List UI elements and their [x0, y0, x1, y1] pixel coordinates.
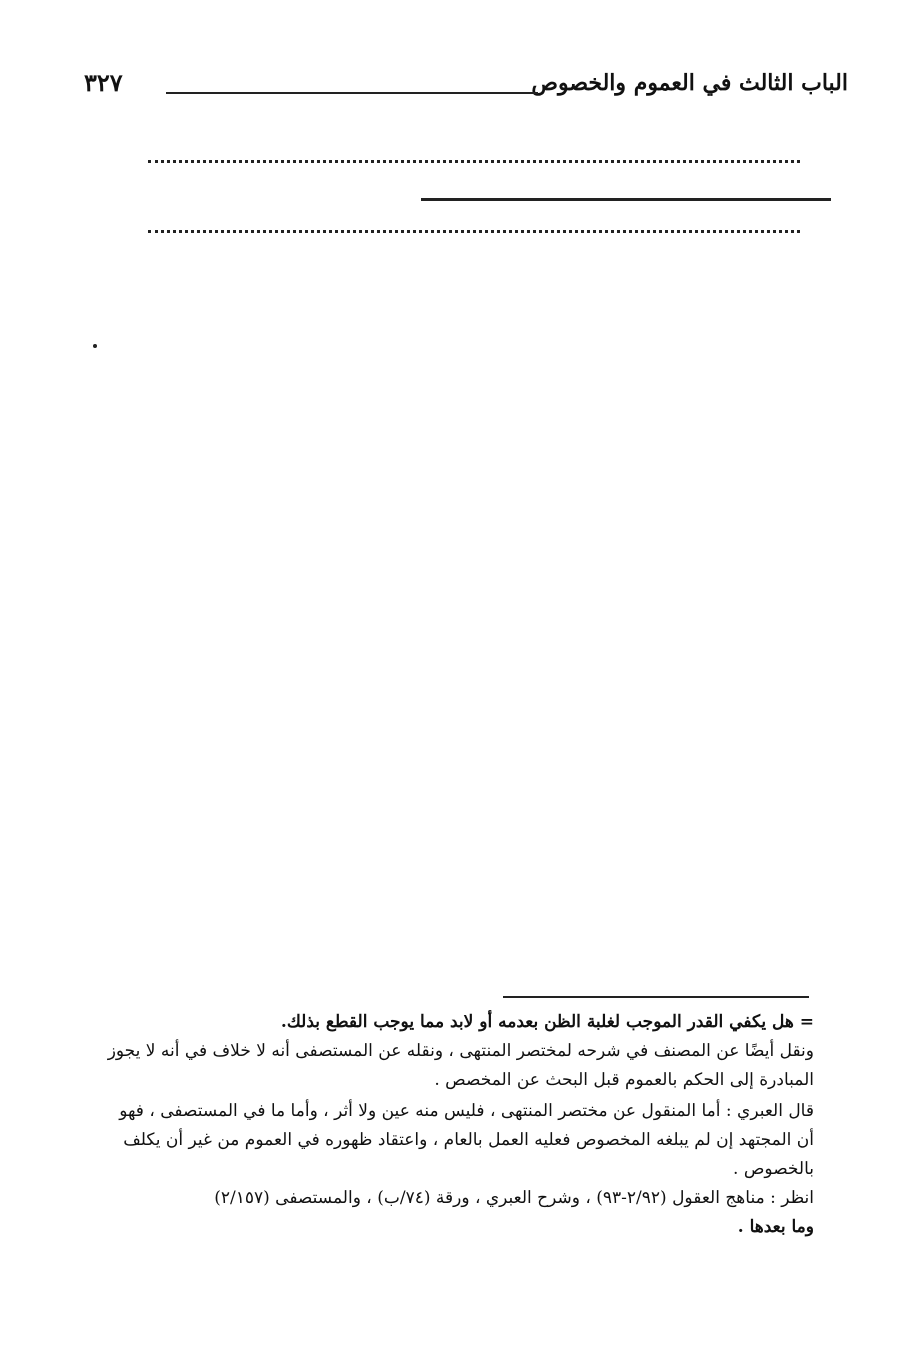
footnote-line: وما بعدها .: [737, 1217, 814, 1237]
stray-mark: [93, 344, 97, 348]
footnote-line: انظر : مناهج العقول (٢/٩٢-٩٣) ، وشرح العبري ، ورقة (٧٤/ب) ، والمستصفى (٢/١٥٧): [214, 1188, 814, 1208]
footnote-line: المبادرة إلى الحكم بالعموم قبل البحث عن المخصص .: [434, 1070, 814, 1090]
page-number: ٣٢٧: [84, 68, 123, 97]
section-separator-rule: [421, 198, 831, 201]
footnote-line: = هل يكفي القدر الموجب لغلبة الظن بعدمه أو لابد مما يوجب القطع بذلك.: [280, 1012, 814, 1032]
header-rule: [166, 92, 538, 94]
footnote-line: ونقل أيضًا عن المصنف في شرحه لمختصر المنتهى ، ونقله عن المستصفى أنه لا خلاف في أنه لا يجوز: [107, 1041, 814, 1061]
elision-dotted-line: [148, 160, 800, 163]
footnote-line: قال العبري : أما المنقول عن مختصر المنتهى ، فليس منه عين ولا أثر ، وأما ما في المستصفى ، فهو: [119, 1101, 814, 1121]
footnote-line: أن المجتهد إن لم يبلغه المخصوص فعليه العمل بالعام ، واعتقاد ظهوره في العموم من غير أن يكلف: [123, 1130, 814, 1150]
footnote-separator-rule: [503, 996, 809, 998]
footnote-line: بالخصوص .: [733, 1159, 814, 1179]
elision-dotted-line: [148, 230, 800, 233]
footnotes-block: [80, 1008, 814, 1242]
running-head-title: الباب الثالث في العموم والخصوص: [531, 70, 848, 96]
